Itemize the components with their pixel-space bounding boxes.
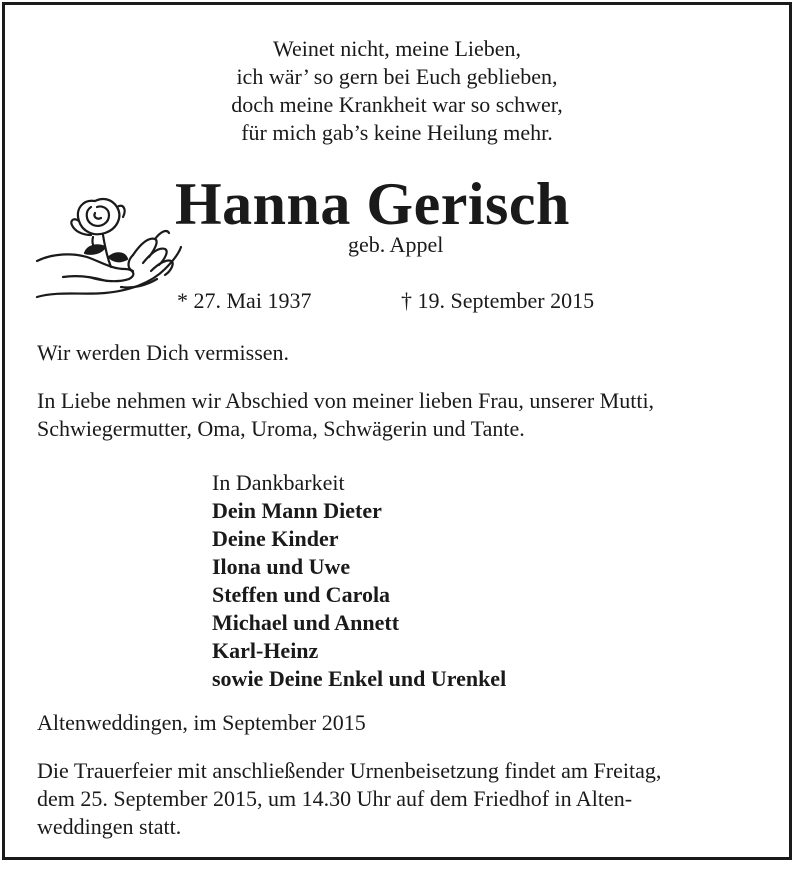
death-date: † 19. September 2015 <box>401 288 595 313</box>
signer-name: Ilona und Uwe <box>212 554 351 579</box>
farewell-paragraph <box>37 387 767 443</box>
poem-line: Weinet nicht, meine Lieben, <box>272 36 522 61</box>
message: Wir werden Dich vermissen. <box>37 340 290 365</box>
rose-in-hands-icon <box>33 191 185 311</box>
farewell-line: Schwiegermutter, Oma, Uroma, Schwägerin und Tante. <box>37 416 525 441</box>
signers-intro: In Dankbarkeit <box>212 470 345 495</box>
signer-name: sowie Deine Enkel und Urenkel <box>212 666 507 691</box>
signer-name: Dein Mann Dieter <box>212 498 382 523</box>
place-date: Altenweddingen, im September 2015 <box>37 710 366 735</box>
poem-line: ich wär’ so gern bei Euch geblieben, <box>236 64 558 89</box>
poem-line: doch meine Krankheit war so schwer, <box>231 92 563 117</box>
farewell-line <box>37 387 767 415</box>
funeral-line: dem 25. September 2015, um 14.30 Uhr auf dem Friedhof in Alten- <box>37 786 633 811</box>
deceased-name: Hanna Gerisch <box>175 171 570 237</box>
signer-name: Karl-Heinz <box>212 638 319 663</box>
signers <box>212 469 506 693</box>
funeral-line: weddingen statt. <box>37 814 182 839</box>
obituary-frame <box>2 2 792 860</box>
signer-name: Deine Kinder <box>212 526 339 551</box>
birth-date: * 27. Mai 1937 <box>177 288 312 313</box>
signer-name: Steffen und Carola <box>212 582 391 607</box>
poem <box>5 35 789 147</box>
farewell-line-text: In Liebe nehmen wir Abschied von meiner lieben Frau, unserer Mutti, <box>37 388 655 413</box>
poem-line: für mich gab’s keine Heilung mehr. <box>241 120 553 145</box>
maiden-name: geb. Appel <box>348 232 444 257</box>
funeral-line: Die Trauerfeier mit anschließender Urnenbeisetzung findet am Freitag, <box>37 758 662 783</box>
funeral-paragraph <box>37 757 767 841</box>
signer-name: Michael und Annett <box>212 610 400 635</box>
